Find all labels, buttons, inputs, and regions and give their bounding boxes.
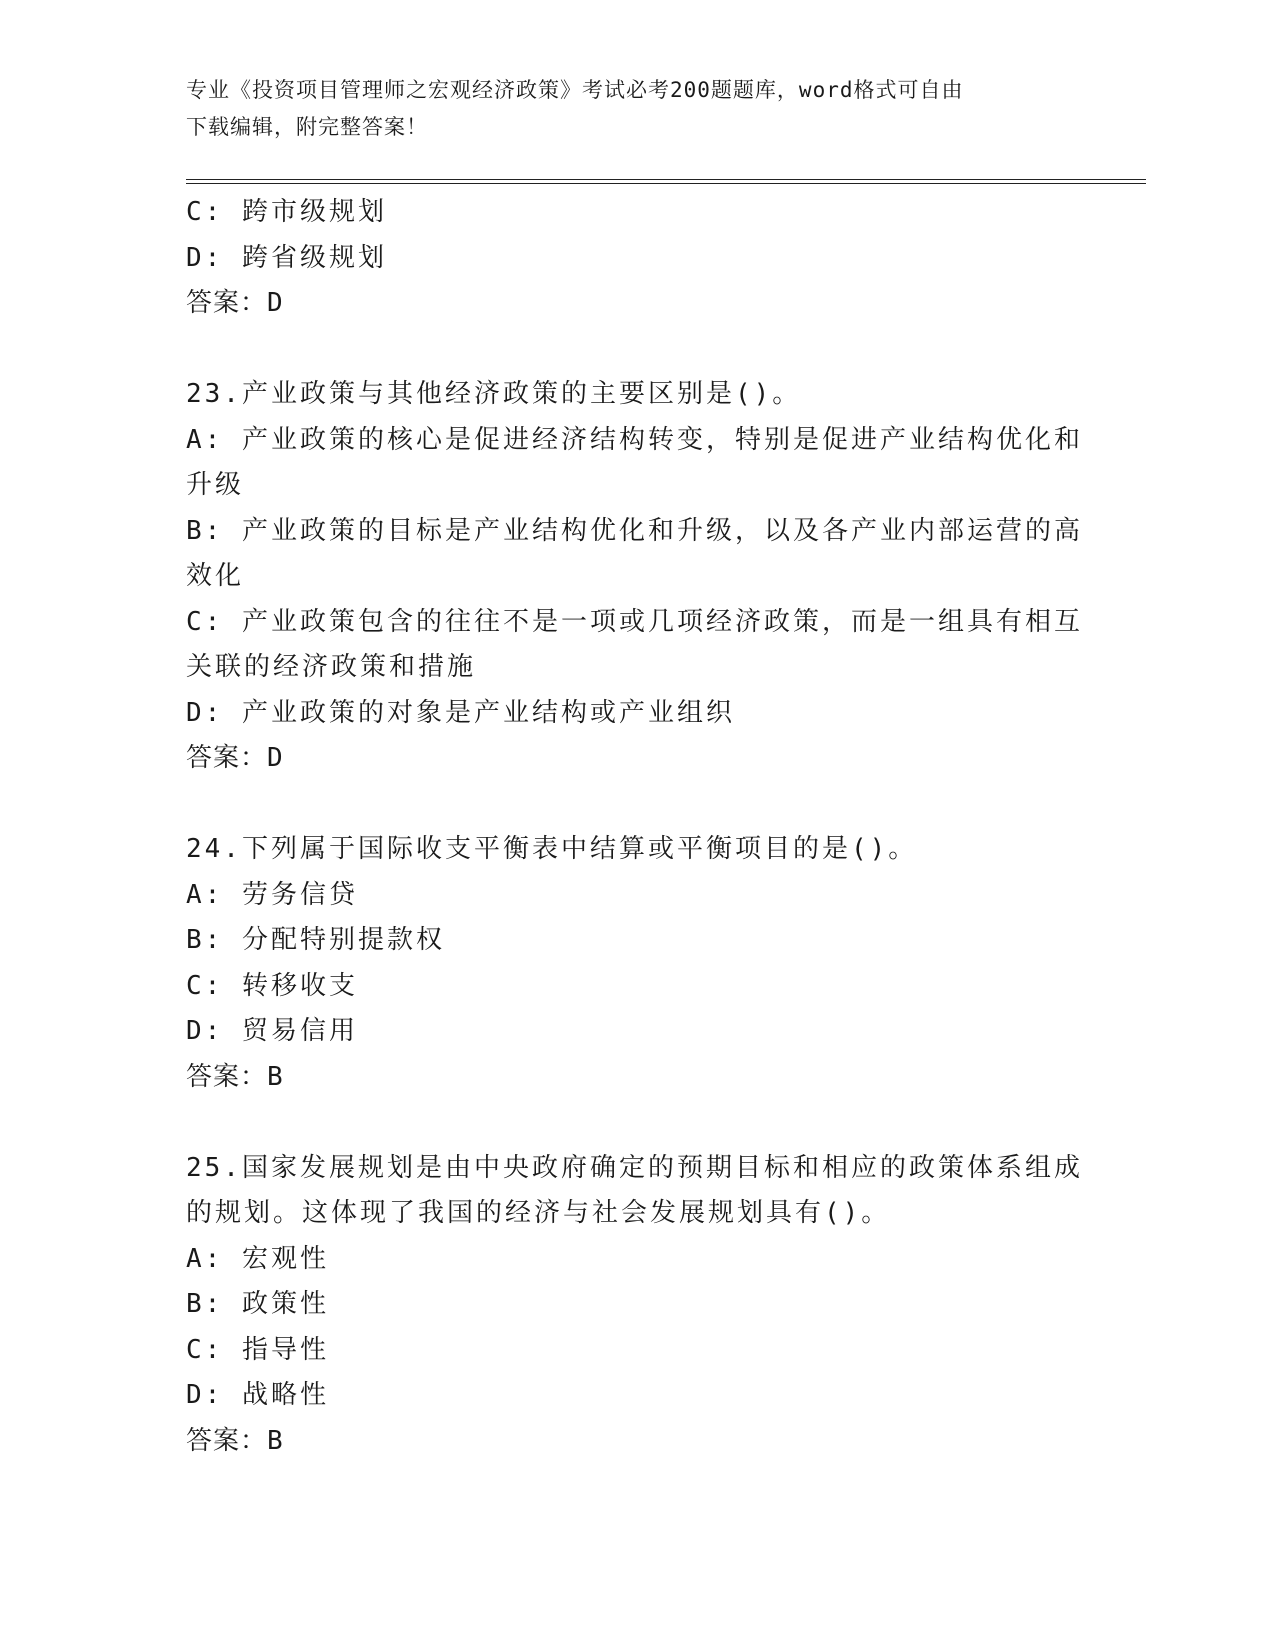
option-b: B: 产业政策的目标是产业结构优化和升级，以及各产业内部运营的高 [186, 515, 1083, 546]
answer-line: 答案：B [186, 1061, 284, 1092]
answer-line: 答案：D [186, 288, 284, 318]
option-d: D: 战略性 [186, 1380, 329, 1410]
question-stem: 24.下列属于国际收支平衡表中结算或平衡项目的是()。 [186, 834, 918, 864]
option-c: C: 跨市级规划 [186, 197, 387, 227]
question-block-22 [186, 190, 1086, 327]
question-stem: 23.产业政策与其他经济政策的主要区别是()。 [186, 379, 802, 409]
option-a-continued: 升级 [186, 470, 245, 500]
option-b: B: 政策性 [186, 1289, 329, 1319]
question-list [186, 190, 1086, 1464]
option-c: C: 转移收支 [186, 970, 358, 1001]
option-a: A: 劳务信贷 [186, 879, 358, 910]
option-c-continued: 关联的经济政策和措施 [186, 652, 477, 682]
option-d: D: 产业政策的对象是产业结构或产业组织 [186, 697, 735, 728]
option-d: D: 贸易信用 [186, 1016, 358, 1046]
option-b: B: 分配特别提款权 [186, 925, 445, 955]
header-line: 专业《投资项目管理师之宏观经济政策》考试必考200题题库，word格式可自由 [186, 78, 964, 102]
answer-line: 答案：D [186, 743, 284, 773]
spacer [186, 1100, 1086, 1146]
question-block-23 [186, 372, 1086, 782]
header-line: 下载编辑，附完整答案！ [186, 115, 428, 139]
option-d: D: 跨省级规划 [186, 242, 387, 273]
document-header [186, 72, 1066, 146]
question-block-24 [186, 827, 1086, 1100]
question-stem-continued: 的规划。这体现了我国的经济与社会发展规划具有()。 [186, 1198, 891, 1228]
header-divider [186, 183, 1146, 184]
question-stem: 25.国家发展规划是由中央政府确定的预期目标和相应的政策体系组成 [186, 1152, 1083, 1183]
option-b-continued: 效化 [186, 561, 245, 591]
spacer [186, 327, 1086, 373]
option-a: A: 宏观性 [186, 1243, 329, 1274]
option-c: C: 产业政策包含的往往不是一项或几项经济政策，而是一组具有相互 [186, 606, 1083, 637]
spacer [186, 782, 1086, 828]
question-block-25 [186, 1146, 1086, 1465]
answer-line: 答案：B [186, 1425, 284, 1456]
header-divider [186, 179, 1146, 180]
option-a: A: 产业政策的核心是促进经济结构转变，特别是促进产业结构优化和 [186, 424, 1083, 455]
option-c: C: 指导性 [186, 1334, 329, 1365]
